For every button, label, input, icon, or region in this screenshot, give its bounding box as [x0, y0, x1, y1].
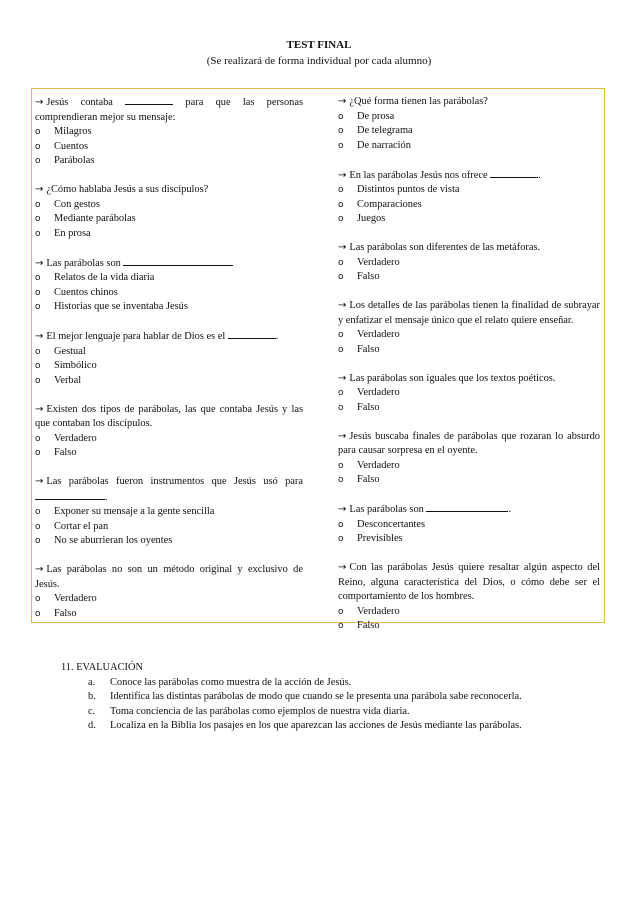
- option-bullet-icon: o: [35, 156, 41, 166]
- question-block: [35, 256, 303, 315]
- question-text: [35, 183, 303, 198]
- question-text: [35, 563, 303, 592]
- question-block: [338, 168, 600, 227]
- option-bullet-icon: o: [35, 608, 41, 619]
- option-bullet-icon: o: [338, 257, 344, 268]
- option-label: Verdadero: [357, 459, 400, 471]
- evaluation-list: [61, 676, 606, 734]
- question-prompt: Las parábolas son iguales que los textos poéticos.: [349, 372, 556, 384]
- option-label: Verdadero: [357, 329, 400, 340]
- question-prompt: Las parábolas son: [46, 257, 124, 269]
- evaluation-item-text: Conoce las parábolas como muestra de la acción de Jesús.: [110, 676, 352, 688]
- arrow-icon: →: [338, 242, 347, 253]
- evaluation-item-marker: c.: [88, 705, 96, 717]
- option-bullet-icon: o: [35, 375, 41, 386]
- question-prompt: Jesús contaba: [46, 97, 126, 108]
- answer-option[interactable]: [35, 300, 303, 315]
- option-label: De telegrama: [357, 125, 413, 136]
- arrow-icon: →: [338, 562, 347, 573]
- arrow-icon: →: [338, 504, 347, 515]
- question-suffix: .: [508, 504, 512, 515]
- option-bullet-icon: o: [338, 344, 344, 355]
- evaluation-item-text: Toma conciencia de las parábolas como ejemplos de nuestra vida diaria.: [110, 705, 410, 717]
- option-label: De prosa: [357, 110, 395, 122]
- question-prompt: En las parábolas Jesús nos ofrece: [349, 169, 491, 181]
- option-bullet-icon: o: [35, 199, 41, 210]
- option-bullet-icon: o: [338, 214, 344, 224]
- option-bullet-icon: o: [35, 346, 41, 357]
- question-prompt: Las parábolas son diferentes de las metáforas.: [349, 242, 541, 253]
- answer-option[interactable]: [338, 343, 600, 358]
- arrow-icon: →: [35, 257, 44, 269]
- option-label: Falso: [54, 447, 77, 458]
- answer-option[interactable]: [35, 212, 303, 227]
- option-label: Con gestos: [54, 198, 100, 210]
- arrow-icon: →: [35, 403, 44, 415]
- answer-blank[interactable]: [123, 256, 233, 266]
- right-column: [338, 95, 600, 648]
- option-bullet-icon: o: [338, 534, 344, 544]
- question-text: [338, 430, 600, 459]
- option-bullet-icon: o: [338, 140, 344, 151]
- option-label: No se aburrieran los oyentes: [54, 535, 173, 546]
- answer-option[interactable]: [35, 534, 303, 549]
- question-text: [338, 95, 600, 110]
- option-label: Cuentos: [54, 140, 89, 152]
- option-label: Desconcertantes: [357, 518, 426, 530]
- option-label: Relatos de la vida diaria: [54, 272, 155, 283]
- question-block: [338, 241, 600, 285]
- option-bullet-icon: o: [338, 330, 344, 340]
- question-block: [35, 95, 303, 169]
- test-box: [31, 88, 605, 631]
- answer-option[interactable]: [338, 328, 600, 343]
- answer-option[interactable]: [35, 592, 303, 607]
- option-label: Exponer su mensaje a la gente sencilla: [54, 506, 215, 517]
- option-bullet-icon: o: [35, 214, 41, 224]
- answer-option[interactable]: [35, 198, 303, 213]
- answer-option[interactable]: [35, 520, 303, 535]
- option-bullet-icon: o: [35, 536, 41, 546]
- option-bullet-icon: o: [338, 621, 344, 631]
- answer-option[interactable]: [35, 446, 303, 461]
- question-prompt: Las parábolas fueron instrumentos que Jesús usó para: [46, 476, 303, 487]
- arrow-icon: →: [338, 372, 347, 384]
- question-block: [35, 563, 303, 621]
- answer-option[interactable]: [338, 110, 600, 125]
- answer-option[interactable]: [338, 605, 600, 620]
- evaluation-section: [61, 661, 606, 734]
- answer-option[interactable]: [338, 270, 600, 285]
- question-text: [338, 561, 600, 605]
- question-suffix: .: [275, 331, 279, 342]
- option-bullet-icon: o: [35, 507, 41, 517]
- evaluation-item-marker: d.: [88, 720, 96, 731]
- option-bullet-icon: o: [35, 594, 41, 604]
- answer-option[interactable]: [35, 505, 303, 520]
- option-bullet-icon: o: [35, 141, 41, 152]
- question-block: [338, 299, 600, 357]
- answer-option[interactable]: [338, 256, 600, 271]
- question-text: [338, 502, 600, 518]
- option-bullet-icon: o: [338, 126, 344, 136]
- question-text: [338, 299, 600, 328]
- page-title: TEST FINAL: [286, 39, 352, 51]
- option-bullet-icon: o: [35, 127, 41, 137]
- option-bullet-icon: o: [338, 606, 344, 617]
- question-block: [35, 183, 303, 241]
- option-label: Comparaciones: [357, 198, 422, 210]
- option-label: Milagros: [54, 126, 92, 137]
- answer-option[interactable]: [338, 198, 600, 213]
- option-label: Simbólico: [54, 360, 97, 371]
- answer-option[interactable]: [35, 345, 303, 360]
- arrow-icon: →: [35, 97, 44, 108]
- evaluation-item-marker: b.: [88, 691, 96, 702]
- option-label: Falso: [357, 401, 380, 413]
- answer-option[interactable]: [338, 459, 600, 474]
- option-label: Falso: [357, 620, 380, 631]
- option-bullet-icon: o: [338, 475, 344, 485]
- option-label: Juegos: [357, 213, 386, 224]
- option-label: Falso: [357, 343, 380, 355]
- answer-option[interactable]: [35, 227, 303, 242]
- question-block: [35, 403, 303, 461]
- answer-blank[interactable]: [228, 329, 276, 339]
- answer-blank[interactable]: [490, 168, 538, 178]
- answer-option[interactable]: [35, 286, 303, 301]
- option-bullet-icon: o: [35, 448, 41, 458]
- evaluation-item: [88, 690, 606, 705]
- question-text: [338, 372, 600, 387]
- option-bullet-icon: o: [338, 111, 344, 122]
- arrow-icon: →: [35, 564, 44, 575]
- option-label: Falso: [357, 474, 380, 485]
- answer-option[interactable]: [338, 401, 600, 416]
- arrow-icon: →: [338, 300, 347, 311]
- question-block: [338, 502, 600, 547]
- question-suffix: para que las personas comprendieran mejor su mensaje:: [35, 97, 303, 123]
- question-block: [338, 95, 600, 153]
- question-text: [35, 403, 303, 432]
- question-text: [35, 329, 303, 345]
- question-text: [338, 168, 600, 184]
- option-label: Parábolas: [54, 155, 95, 166]
- answer-option[interactable]: [35, 359, 303, 374]
- option-label: Verdadero: [357, 605, 400, 617]
- option-label: Historias que se inventaba Jesús: [54, 301, 188, 312]
- answer-option[interactable]: [338, 518, 600, 533]
- option-label: Verdadero: [357, 256, 400, 268]
- answer-option[interactable]: [338, 183, 600, 198]
- answer-option[interactable]: [35, 271, 303, 286]
- answer-option[interactable]: [35, 140, 303, 155]
- question-text: [338, 241, 600, 256]
- question-block: [35, 475, 303, 549]
- question-prompt: Las parábolas no son un método original y exclusivo de Jesús.: [35, 564, 303, 590]
- answer-option[interactable]: [35, 432, 303, 447]
- arrow-icon: →: [35, 184, 44, 195]
- answer-option[interactable]: [338, 124, 600, 139]
- question-prompt: ¿Qué forma tienen las parábolas?: [349, 96, 488, 107]
- question-prompt: ¿Cómo hablaba Jesús a sus discípulos?: [46, 184, 209, 195]
- option-label: Verdadero: [357, 387, 400, 398]
- question-suffix: .: [105, 491, 108, 503]
- answer-blank[interactable]: [35, 490, 105, 500]
- answer-option[interactable]: [35, 374, 303, 389]
- option-bullet-icon: o: [35, 361, 41, 371]
- question-prompt: Las parábolas son: [349, 504, 427, 515]
- question-text: [35, 95, 303, 125]
- option-bullet-icon: o: [338, 185, 344, 195]
- answer-option[interactable]: [338, 619, 600, 634]
- option-bullet-icon: o: [338, 272, 344, 282]
- arrow-icon: →: [338, 430, 347, 442]
- option-label: Verdadero: [54, 432, 97, 444]
- question-block: [338, 561, 600, 634]
- question-block: [338, 372, 600, 416]
- question-prompt: Los detalles de las parábolas tienen la finalidad de subrayar y enfatizar el mensaje único que el relato quiere enseñar.: [338, 300, 600, 326]
- left-column: [35, 95, 303, 636]
- option-bullet-icon: o: [35, 287, 41, 298]
- evaluation-heading: 11. EVALUACIÓN: [61, 662, 143, 673]
- evaluation-item: [88, 719, 606, 734]
- option-label: Distintos puntos de vista: [357, 184, 460, 195]
- evaluation-item: [88, 676, 606, 691]
- option-label: Verbal: [54, 374, 82, 386]
- option-bullet-icon: o: [338, 460, 344, 471]
- option-label: Cortar el pan: [54, 520, 109, 532]
- question-text: [35, 475, 303, 505]
- option-label: Previsibles: [357, 533, 403, 544]
- question-prompt: Con las parábolas Jesús quiere resaltar algún aspecto del Reino, alguna característica del Dios, o cómo debe ser el comportamiento de los hombres.: [338, 562, 600, 602]
- option-bullet-icon: o: [338, 519, 344, 530]
- answer-option[interactable]: [35, 125, 303, 140]
- answer-option[interactable]: [35, 607, 303, 622]
- option-label: Cuentos chinos: [54, 286, 118, 298]
- option-bullet-icon: o: [338, 199, 344, 210]
- evaluation-item-text: Localiza en la Biblia los pasajes en los que aparezcan las acciones de Jesús mediante las parábolas.: [110, 720, 522, 731]
- option-label: En prosa: [54, 227, 91, 239]
- answer-option[interactable]: [338, 139, 600, 154]
- question-prompt: Jesús buscaba finales de parábolas que rozaran lo absurdo para causar sorpresa en el oyente.: [338, 430, 600, 456]
- answer-option[interactable]: [338, 532, 600, 547]
- question-block: [35, 329, 303, 388]
- answer-blank[interactable]: [426, 502, 508, 512]
- option-label: De narración: [357, 139, 411, 151]
- option-label: Verdadero: [54, 593, 97, 604]
- evaluation-item-marker: a.: [88, 676, 96, 688]
- answer-option[interactable]: [35, 154, 303, 169]
- option-bullet-icon: o: [35, 521, 41, 532]
- option-bullet-icon: o: [338, 402, 344, 413]
- option-bullet-icon: o: [35, 433, 41, 444]
- option-bullet-icon: o: [35, 228, 41, 239]
- option-label: Gestual: [54, 345, 86, 357]
- arrow-icon: →: [338, 96, 347, 107]
- arrow-icon: →: [35, 476, 44, 487]
- answer-option[interactable]: [338, 386, 600, 401]
- option-bullet-icon: o: [338, 388, 344, 398]
- option-bullet-icon: o: [35, 302, 41, 312]
- arrow-icon: →: [35, 331, 44, 342]
- question-prompt: Existen dos tipos de parábolas, las que contaba Jesús y las que contaban los discípulos.: [35, 403, 303, 429]
- answer-blank[interactable]: [125, 95, 173, 105]
- option-label: Mediante parábolas: [54, 213, 136, 224]
- option-bullet-icon: o: [35, 273, 41, 283]
- question-prompt: El mejor lenguaje para hablar de Dios es el: [46, 331, 228, 342]
- page-subtitle: (Se realizará de forma individual por cada alumno): [206, 55, 432, 67]
- option-label: Falso: [54, 607, 77, 619]
- question-block: [338, 430, 600, 488]
- evaluation-item-text: Identifica las distintas parábolas de modo que cuando se le presenta una parábola sabe reconocerla.: [110, 691, 522, 702]
- evaluation-item: [88, 705, 606, 720]
- option-label: Falso: [357, 271, 380, 282]
- question-suffix: .: [538, 169, 541, 181]
- answer-option[interactable]: [338, 212, 600, 227]
- question-text: [35, 256, 303, 272]
- answer-option[interactable]: [338, 473, 600, 488]
- arrow-icon: →: [338, 169, 347, 181]
